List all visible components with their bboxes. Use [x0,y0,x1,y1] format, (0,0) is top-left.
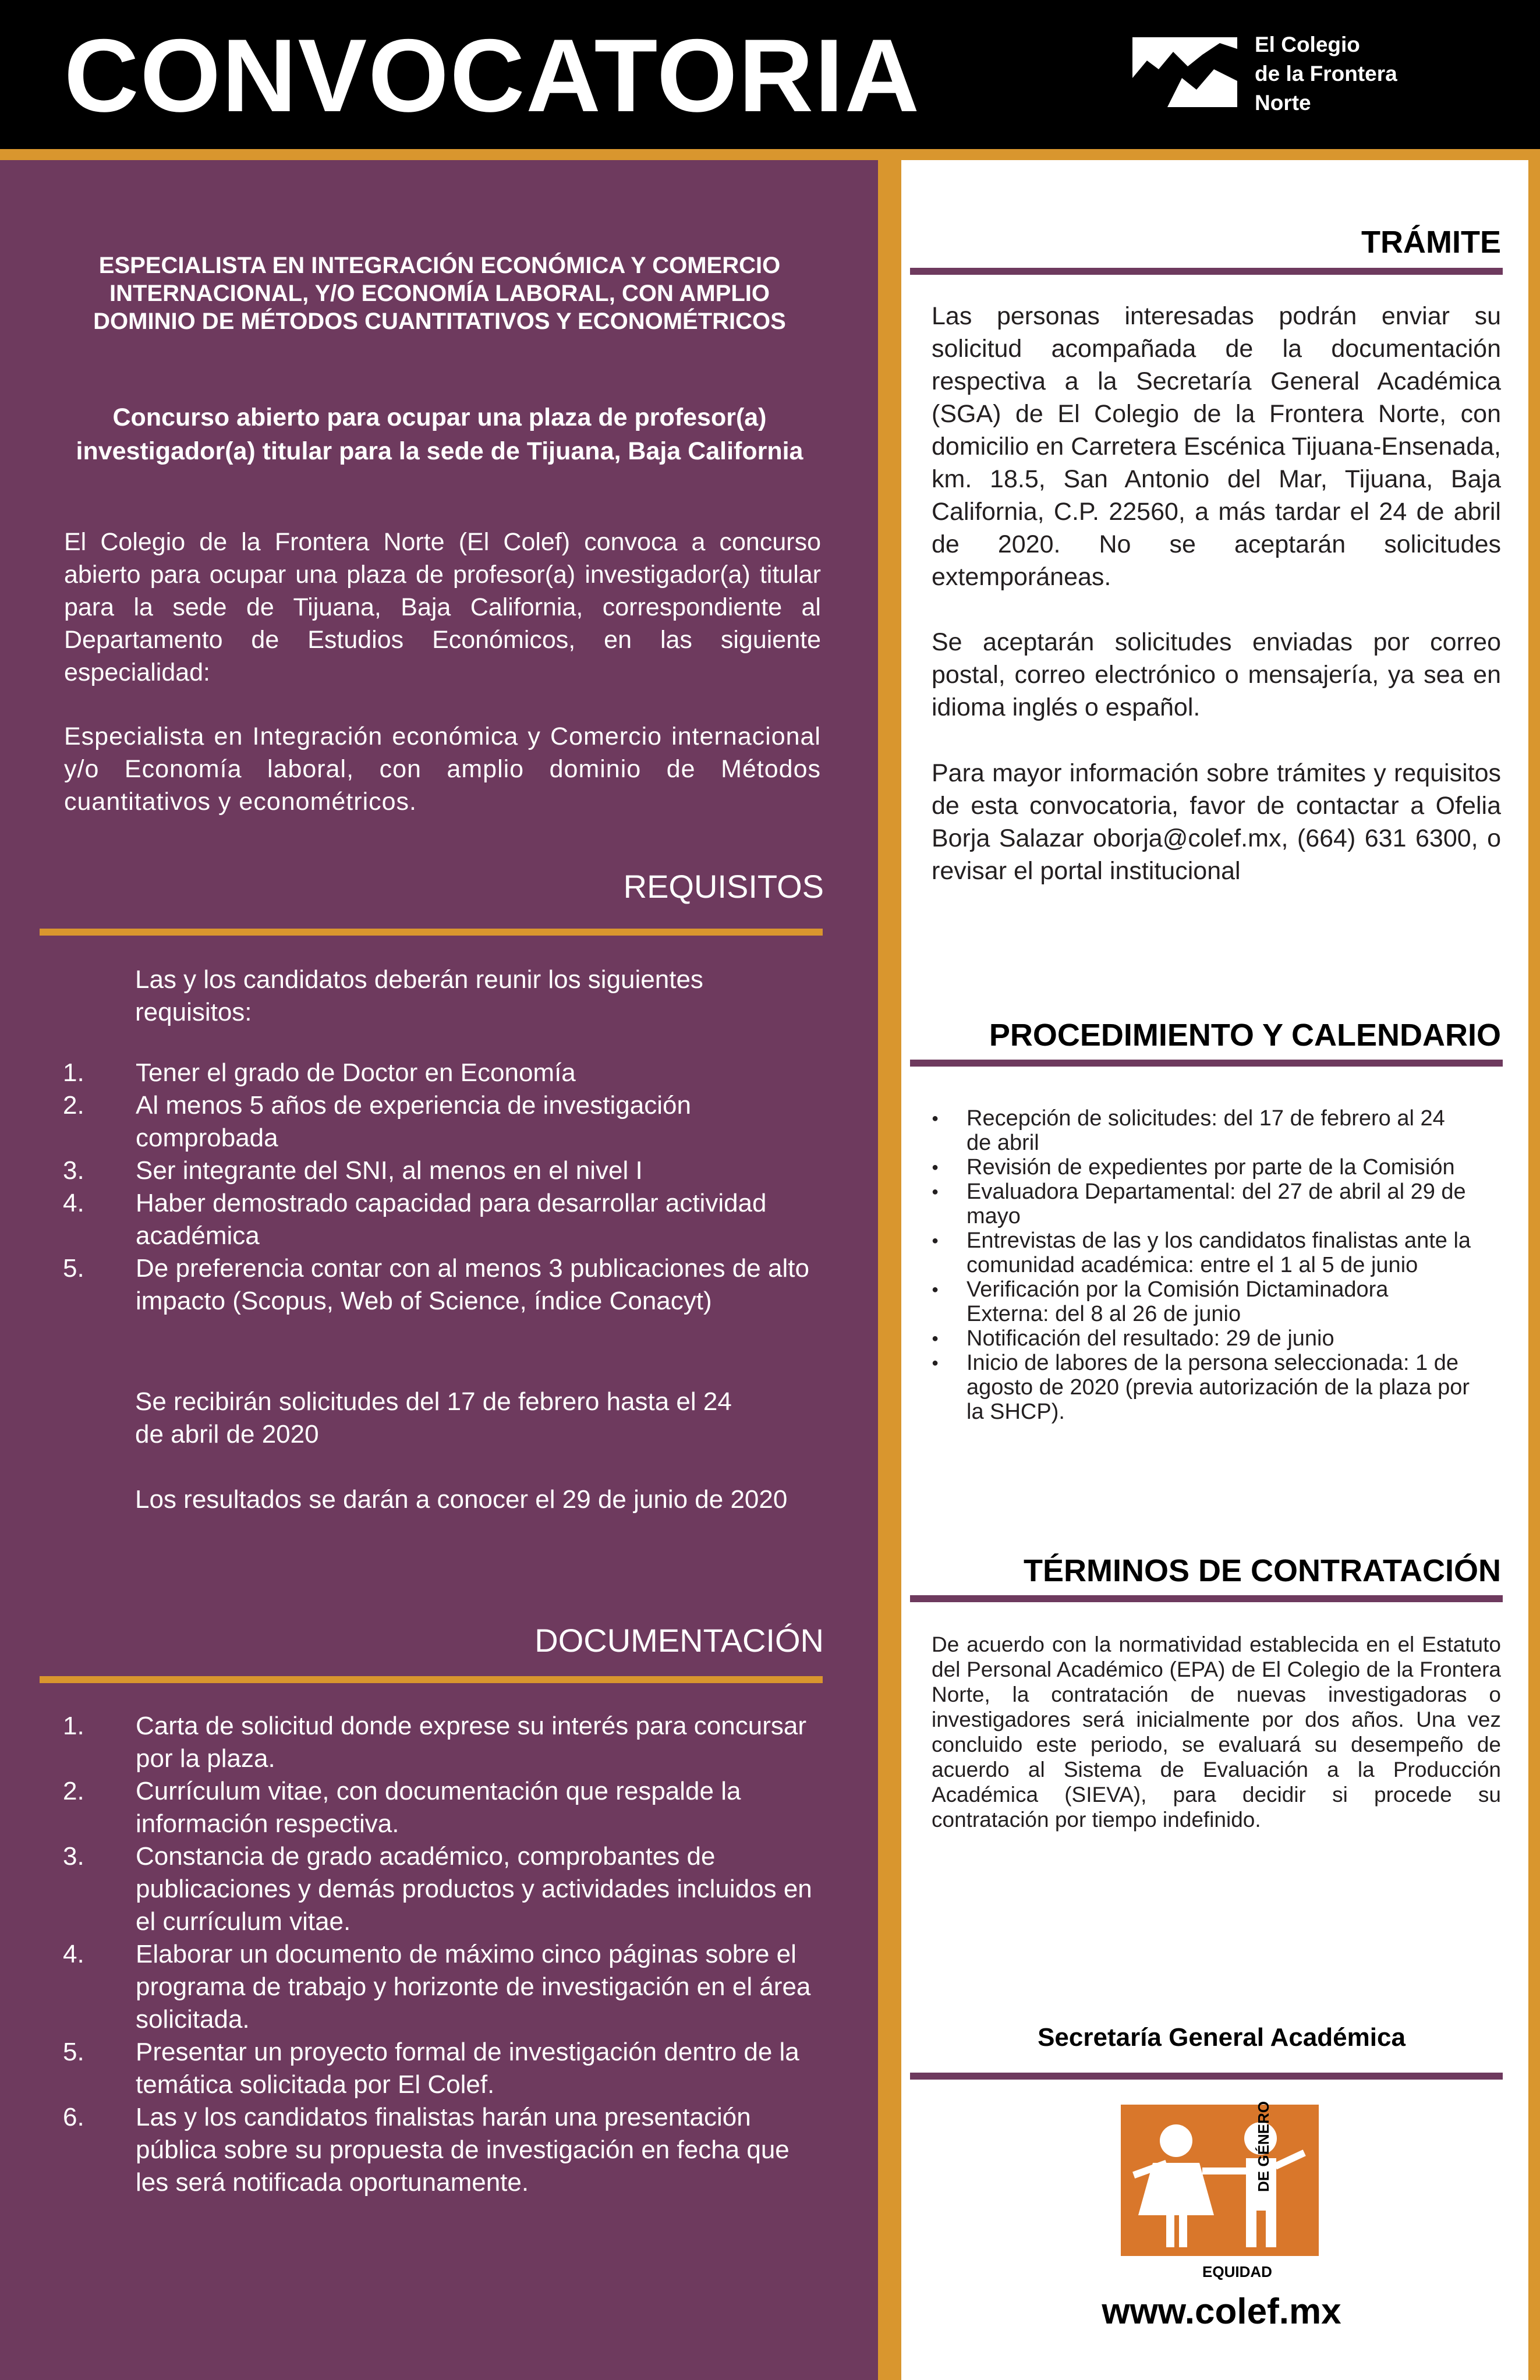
website-url[interactable]: www.colef.mx [1102,2292,1341,2332]
terminos-heading: TÉRMINOS DE CONTRATACIÓN [1024,1553,1501,1588]
list-item: 4. Elaborar un documento de máximo cinco páginas sobre el programa de trabajo y horizonte de investigación en el área solicitada. [63,1940,811,2034]
signature: Secretaría General Académica [1038,2023,1406,2052]
equidad-genero-logo [1121,2101,1319,2285]
results-note: Los resultados se darán a conocer el 29 de junio de 2020 [135,1485,788,1514]
tramite-paragraph-1: Las personas interesadas podrán enviar su solicitud acompañada de la documentación respectiva a la Secretaría General Académica (SGA) de El Colegio de la Frontera Norte, con domicilio en Carretera Escénica Tijuana-Ensenada, km. 18.5, San Antonio del Mar, Tijuana, Baja California, C.P. 22560, a más tardar el 24 de abril de 2020. No se aceptarán solicitudes extemporáneas. [932,302,1501,591]
page-title: CONVOCATORIA [64,17,921,133]
list-item: 3. Ser integrante del SNI, al menos en el nivel I [63,1156,643,1185]
list-item: 4. Haber demostrado capacidad para desarrollar actividad académica [63,1189,767,1250]
list-item: ● Entrevistas de las y los candidatos finalistas ante la comunidad académica: entre el 1 al 5 de junio [932,1228,1473,1277]
requisitos-lead: Las y los candidatos deberán reunir los siguientes requisitos: [135,965,703,1026]
header-stripe [0,149,1540,160]
requisitos-list [63,1057,820,1318]
intro-paragraph: El Colegio de la Frontera Norte (El Colef) convoca a concurso abierto para ocupar una plaza de profesor(a) investigador(a) titular para la sede de Tijuana, Baja California, correspondiente al Departamento de Estudios Económicos, en las siguiente especialidad: [64,528,821,686]
logo-text [1255,30,1397,118]
requisitos-heading: REQUISITOS [623,868,824,905]
left-panel [0,160,878,2380]
dates-note: Se recibirán solicitudes del 17 de febrero hasta el 24 de abril de 2020 [135,1387,732,1448]
documentacion-heading: DOCUMENTACIÓN [534,1622,824,1659]
tramite-paragraph-3: Para mayor información sobre trámites y requisitos de esta convocatoria, favor de contactar a Ofelia Borja Salazar oborja@colef.mx, (664) 631 6300, o revisar el portal institucional [932,759,1501,885]
contest-subtitle: Concurso abierto para ocupar una plaza de profesor(a) investigador(a) titular para la sede de Tijuana, Baja California [76,403,803,465]
list-item: 6. Las y los candidatos finalistas harán una presentación pública sobre su propuesta de investigación en fecha que les será notificada oportunamente. [63,2103,790,2197]
calendario-list [932,1106,1473,1424]
equidad-label: EQUIDAD [1202,2263,1272,2280]
list-item: ● Inicio de labores de la persona seleccionada: 1 de agosto de 2020 (previa autorización de la plaza por la SHCP). [932,1351,1473,1424]
list-item: 1. Tener el grado de Doctor en Economía [63,1058,576,1087]
list-item: 2. Al menos 5 años de experiencia de investigación comprobada [63,1091,691,1152]
right-column [901,160,1540,2380]
requisitos-rule [40,929,823,936]
tramite-heading: TRÁMITE [1361,225,1501,260]
tramite-paragraph-2: Se aceptarán solicitudes enviadas por correo postal, correo electrónico o mensajería, ya sea en idioma inglés o español. [932,628,1501,721]
gender-equity-icon [1121,2105,1319,2256]
tramite-rule [910,268,1503,275]
logo-line-1: El Colegio [1255,33,1360,56]
list-item: 1. Carta de solicitud donde exprese su interés para concursar por la plaza. [63,1712,806,1773]
documentacion-rule [40,1676,823,1683]
terminos-paragraph: De acuerdo con la normatividad establecida en el Estatuto del Personal Académico (EPA) de El Colegio de la Frontera Norte, la contratación de nuevas investigadoras o investigadores será inicialmente por dos años. Una vez concluido este periodo, se evaluará su desempeño de acuerdo al Sistema de Evaluación a la Producción Académica (SIEVA), para decidir si procede su contratación por tiempo indefinido. [932,1632,1501,1832]
specialty-paragraph: Especialista en Integración económica y Comercio internacional y/o Economía laboral, con amplio dominio de Métodos cuantitativos y econométricos. [64,722,821,816]
colef-mountain-icon [1132,37,1237,107]
list-item: ● Evaluadora Departamental: del 27 de abril al 29 de mayo [932,1180,1473,1228]
terminos-rule [910,1595,1503,1602]
list-item: ● Verificación por la Comisión Dictaminadora Externa: del 8 al 26 de junio [932,1277,1473,1326]
list-item: 5. De preferencia contar con al menos 3 publicaciones de alto impacto (Scopus, Web of Science, índice Conacyt) [63,1254,809,1315]
list-item: 5. Presentar un proyecto formal de investigación dentro de la temática solicitada por El Colef. [63,2038,799,2099]
list-item: 2. Currículum vitae, con documentación que respalde la información respectiva. [63,1777,741,1838]
signature-rule [910,2073,1503,2080]
right-border [1528,160,1540,2380]
list-item: ● Revisión de expedientes por parte de la Comisión [932,1155,1473,1180]
list-item: ● Recepción de solicitudes: del 17 de febrero al 24 de abril [932,1106,1473,1155]
logo-line-2: de la Frontera [1255,62,1397,86]
calendario-rule [910,1060,1503,1067]
header-bar [0,0,1540,149]
list-item: 3. Constancia de grado académico, comprobantes de publicaciones y demás productos y actividades incluidos en el currículum vitae. [63,1842,812,1936]
list-item: ● Notificación del resultado: 29 de junio [932,1326,1473,1351]
documentacion-list [63,1710,820,2199]
calendario-heading: PROCEDIMIENTO Y CALENDARIO [989,1018,1501,1053]
logo-line-3: Norte [1255,91,1311,115]
position-title: ESPECIALISTA EN INTEGRACIÓN ECONÓMICA Y COMERCIO INTERNACIONAL, Y/O ECONOMÍA LABORAL, CON AMPLIO DOMINIO DE MÉTODOS CUANTITATIVOS Y ECONOMÉTRICOS [93,253,786,334]
colef-logo [1132,30,1458,118]
genero-label: DE GÉNERO [1255,2101,1272,2192]
left-column [0,160,901,2380]
